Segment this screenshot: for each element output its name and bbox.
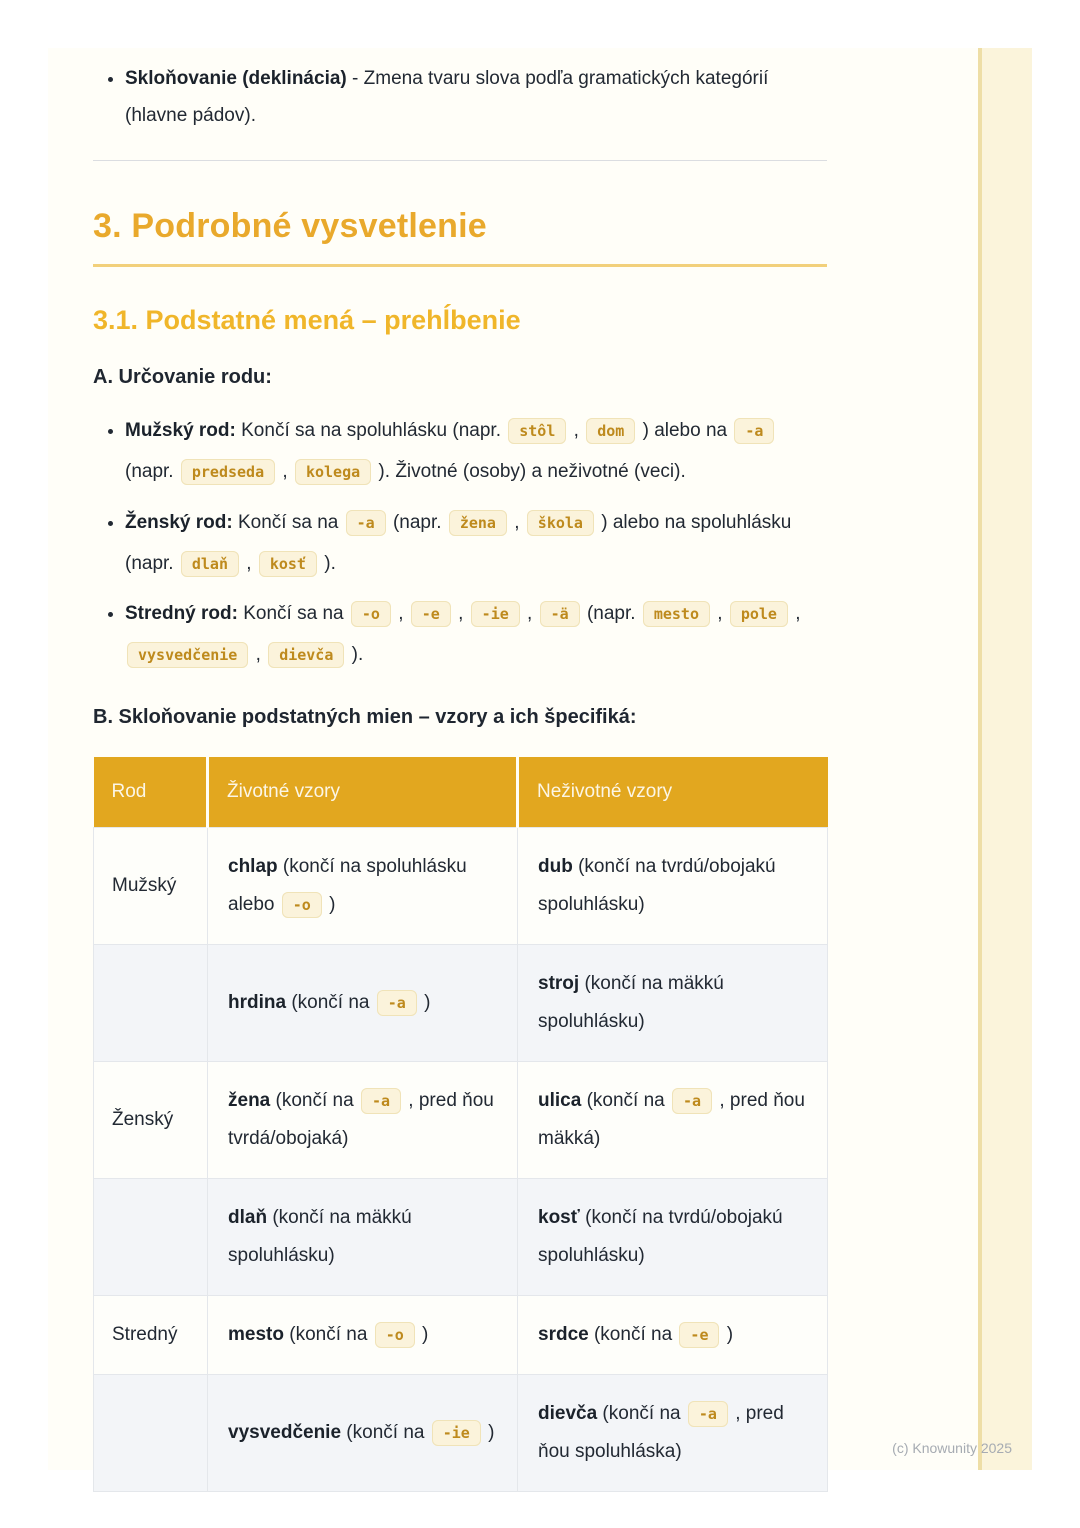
- list-a-heading: A. Určovanie rodu:: [93, 366, 272, 389]
- rod-cell: [94, 1179, 208, 1296]
- text-run: (končí na: [588, 1324, 678, 1346]
- text-run: (končí na: [341, 1422, 430, 1444]
- pattern-cell: [518, 1375, 828, 1492]
- inline-code-chip: stôl: [508, 418, 566, 444]
- text-run: ): [323, 894, 336, 916]
- term-bold: Ženský rod:: [125, 511, 233, 533]
- text-run: (napr.: [387, 511, 447, 533]
- text-run: ).: [346, 644, 364, 666]
- table-header: [94, 757, 828, 828]
- section-heading: 3. Podrobné vysvetlenie: [93, 207, 827, 267]
- inline-code-chip: dlaň: [181, 551, 239, 577]
- inline-code-chip: mesto: [643, 601, 710, 627]
- inline-code-chip: dievča: [268, 642, 344, 668]
- text-run: ): [416, 1324, 429, 1346]
- term-bold: Stredný rod:: [125, 603, 238, 625]
- text-run: ). Životné (osoby) a neživotné (veci).: [373, 460, 686, 482]
- text-run: ,: [789, 603, 801, 625]
- table-row: [94, 1179, 828, 1296]
- text-run: ,: [250, 644, 267, 666]
- text-run: ) alebo na spoluhlásku (napr.: [125, 511, 792, 574]
- text-run: (končí na: [286, 992, 375, 1014]
- intro-bullet-item: [125, 60, 827, 134]
- pattern-cell: [518, 1296, 828, 1375]
- inline-code-chip: -a: [346, 510, 386, 536]
- copyright-notice: (c) Knowunity 2025: [892, 1440, 1012, 1456]
- text-run: (končí na: [283, 1324, 373, 1346]
- inline-code-chip: škola: [527, 510, 594, 536]
- term-bold: dlaň: [228, 1207, 268, 1229]
- gender-rules-list: [93, 411, 827, 676]
- rod-cell: Mužský: [94, 828, 208, 945]
- text-run: ).: [318, 552, 336, 574]
- inline-code-chip: predseda: [181, 459, 275, 485]
- text-run: ,: [508, 511, 525, 533]
- term-bold: dievča: [538, 1403, 598, 1425]
- column-header-zivotne: Životné vzory: [208, 757, 518, 828]
- term-bold: stroj: [538, 973, 580, 995]
- text-run: (končí na mäkkú spoluhlásku): [228, 1207, 412, 1267]
- list-item-stredny-rod: [125, 594, 827, 676]
- inline-code-chip: kolega: [295, 459, 371, 485]
- inline-code-chip: -ie: [471, 601, 520, 627]
- text-run: (končí na: [581, 1090, 671, 1112]
- text-run: ,: [392, 603, 409, 625]
- pattern-cell: [208, 1375, 518, 1492]
- text-run: ): [418, 992, 431, 1014]
- rod-cell: Stredný: [94, 1296, 208, 1375]
- table-row: [94, 1296, 828, 1375]
- text-run: (napr.: [581, 603, 641, 625]
- text-run: ,: [521, 603, 538, 625]
- term-bold: dub: [538, 856, 573, 878]
- text-run: Končí sa na: [232, 511, 344, 533]
- table-body: [94, 828, 828, 1492]
- text-run: (končí na: [597, 1403, 686, 1425]
- rod-cell: [94, 945, 208, 1062]
- term-bold: vysvedčenie: [228, 1422, 342, 1444]
- text-run: (napr.: [125, 460, 179, 482]
- inline-code-chip: kosť: [259, 551, 317, 577]
- text-run: (končí na mäkkú spoluhlásku): [538, 973, 724, 1033]
- pattern-cell: [518, 945, 828, 1062]
- text-run: Končí sa na: [237, 603, 349, 625]
- pattern-cell: [208, 945, 518, 1062]
- intro-bullet-list: [93, 60, 827, 134]
- document-page: [48, 48, 1032, 1470]
- column-header-nezivotne: Neživotné vzory: [518, 757, 828, 828]
- term-bold: kosť: [538, 1207, 580, 1229]
- text-run: ,: [277, 460, 293, 482]
- text-run: ,: [711, 603, 728, 625]
- pattern-cell: [518, 828, 828, 945]
- inline-code-chip: vysvedčenie: [127, 642, 248, 668]
- page-edge-stripe: [978, 48, 1032, 1470]
- inline-code-chip: žena: [449, 510, 507, 536]
- text-run: ,: [452, 603, 469, 625]
- column-header-rod: Rod: [94, 757, 208, 828]
- text-run: (končí na: [270, 1090, 359, 1112]
- text-run: ): [482, 1422, 495, 1444]
- pattern-cell: [208, 1296, 518, 1375]
- text-run: ) alebo na: [637, 420, 733, 442]
- subsection-heading: 3.1. Podstatné mená – prehĺbenie: [93, 305, 521, 336]
- list-item-zensky-rod: [125, 503, 827, 585]
- inline-code-chip: -a: [672, 1088, 712, 1114]
- inline-code-chip: -e: [679, 1322, 719, 1348]
- list-b-heading: B. Skloňovanie podstatných mien – vzory a ich špecifiká:: [93, 706, 637, 729]
- inline-code-chip: dom: [586, 418, 635, 444]
- term-bold: ulica: [538, 1090, 582, 1112]
- inline-code-chip: pole: [730, 601, 788, 627]
- table-row: [94, 1375, 828, 1492]
- term-bold: mesto: [228, 1324, 284, 1346]
- text-run: ,: [241, 552, 257, 574]
- inline-code-chip: -ä: [540, 601, 580, 627]
- text-run: , pred ňou mäkká): [538, 1090, 805, 1150]
- term-bold: Mužský rod:: [125, 420, 236, 442]
- term-bold: hrdina: [228, 992, 287, 1014]
- rod-cell: [94, 1375, 208, 1492]
- text-run: (končí na spoluhlásku alebo: [228, 856, 467, 916]
- pattern-cell: [208, 1062, 518, 1179]
- pattern-cell: [518, 1062, 828, 1179]
- rod-cell: Ženský: [94, 1062, 208, 1179]
- text-run: Končí sa na spoluhlásku (napr.: [235, 420, 507, 442]
- text-run: ,: [568, 420, 585, 442]
- inline-code-chip: -a: [377, 990, 417, 1016]
- inline-code-chip: -o: [351, 601, 391, 627]
- inline-code-chip: -o: [375, 1322, 415, 1348]
- table-row: [94, 1062, 828, 1179]
- inline-code-chip: -e: [411, 601, 451, 627]
- section-divider: [93, 160, 827, 161]
- inline-code-chip: -a: [361, 1088, 401, 1114]
- text-run: - Zmena tvaru slova podľa gramatických kategórií (hlavne pádov).: [125, 68, 769, 127]
- text-run: (končí na tvrdú/obojakú spoluhlásku): [538, 856, 776, 916]
- text-run: ): [721, 1324, 734, 1346]
- inline-code-chip: -a: [688, 1401, 728, 1427]
- inline-code-chip: -o: [282, 892, 322, 918]
- term-bold: srdce: [538, 1324, 589, 1346]
- text-run: , pred ňou spoluhláska): [538, 1403, 784, 1463]
- term-bold: žena: [228, 1090, 271, 1112]
- table-header-row: [94, 757, 828, 828]
- pattern-cell: [208, 828, 518, 945]
- list-item-muzsky-rod: [125, 411, 827, 493]
- pattern-cell: [518, 1179, 828, 1296]
- table-row: [94, 828, 828, 945]
- term-bold: chlap: [228, 856, 278, 878]
- text-run: , pred ňou tvrdá/obojaká): [228, 1090, 494, 1150]
- inline-code-chip: -ie: [432, 1420, 481, 1446]
- table-row: [94, 945, 828, 1062]
- pattern-cell: [208, 1179, 518, 1296]
- text-run: (končí na tvrdú/obojakú spoluhlásku): [538, 1207, 783, 1267]
- inline-code-chip: -a: [734, 418, 774, 444]
- term-bold: Skloňovanie (deklinácia): [125, 68, 347, 89]
- page-content: [93, 48, 827, 1492]
- declension-table: [93, 757, 828, 1492]
